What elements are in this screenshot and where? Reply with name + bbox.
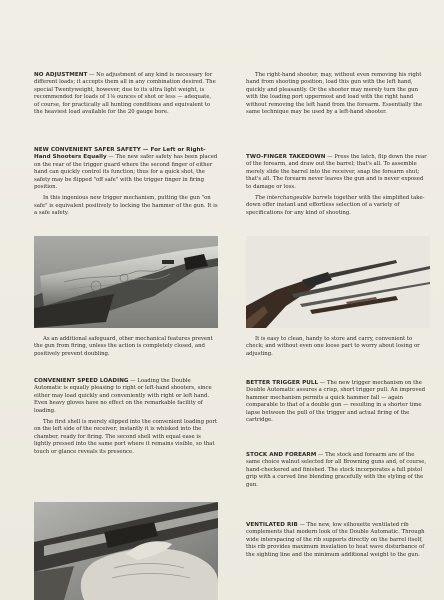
right-hand-shooter-section bbox=[246, 72, 430, 116]
speed-loading-text: — Loading the Double Automatic is equally pleasing to right or left-hand shooters, since either may load quickly and conveniently with right or left hand. Even heavy gloves have no effect on the remarkable facility of loading. bbox=[34, 378, 212, 414]
rib-paragraph bbox=[246, 522, 430, 559]
rib-heading: VENTILATED RIB bbox=[246, 522, 298, 528]
rib-section bbox=[246, 522, 430, 559]
easy-clean-paragraph: It is easy to clean, handy to store and carry, convenient to check; and without even one loose part to worry about losing or adjusting. bbox=[246, 336, 420, 357]
takedown-photo-drawing bbox=[246, 236, 430, 328]
trigger-pull-heading: BETTER TRIGGER PULL bbox=[246, 380, 319, 386]
speed-loading-paragraph bbox=[34, 378, 218, 415]
hand-loading-photo bbox=[34, 502, 218, 600]
stock-text: — The stock and forearm are of the same choice walnut selected for all Browning guns and, of course, hand-checkered and finished. The stock incorporates a full pistol grip with a curved line blending gracefully with the styling of the gun. bbox=[246, 452, 427, 488]
takedown-parts-photo bbox=[246, 236, 430, 328]
right-hand-shooter-paragraph: The right-hand shooter, may, without even removing his right hand from shooting position, load this gun with the left hand, quickly and pleasantly. Or the shooter may merely turn the gun with the loading port uppermost and load with the right hand without removing the left hand from the forearm. Essentially the same technique may be used by a left-hand shooter. bbox=[246, 72, 423, 116]
safeguard-paragraph: As an additional safeguard, other mechanical features prevent the gun from firing, unless the action is completely closed, and positively prevent doubling. bbox=[34, 336, 213, 357]
takedown-text: — Press the latch, flip down the rear of the forearm, and draw out the barrel; that's all. To assemble merely slide the barrel into the receiver, snap the forearm shut; that's all. The forearm never leaves the gun and is never exposed to damage or loss. bbox=[246, 154, 427, 190]
receiver-closeup-photo bbox=[34, 236, 218, 328]
loading-photo-drawing bbox=[34, 502, 218, 600]
rib-text: — The new, low silhouette ventilated rib complements that modern look of the Double Automatic. Through wide interspacing of the rib supports directly on the barrel itself, this rib provides maximum insulation to heat wave disturbance of the sighting line and the minimum additional weight to the gun. bbox=[246, 522, 425, 558]
barrels-paragraph bbox=[246, 195, 430, 217]
takedown-heading: TWO-FINGER TAKEDOWN bbox=[246, 154, 326, 160]
takedown-section bbox=[246, 154, 430, 217]
no-adjustment-heading: NO ADJUSTMENT bbox=[34, 72, 88, 78]
speed-loading-text-2: The first shell is merely slipped into the convenient loading port on the left side of the receiver; instantly it is whisked into the chamber, ready for firing. The second shell with equal ease is lightly pressed into the same port where it remains visible, so that touch or glance reveals its presence. bbox=[34, 419, 218, 455]
receiver-photo-drawing bbox=[34, 236, 218, 328]
no-adjustment-text: — No adjustment of any kind is necessary for different loads; it accepts them all in any combination desired. The special Twentyweight, however, due to its ultra light weight, is recommended for loads of 1⅛ ounces of shot or less — adequate, of course, for practically all hunting conditions and equivalent to the heaviest load available for the 20 gauge bore. bbox=[34, 72, 216, 116]
safer-safety-paragraph bbox=[34, 147, 218, 191]
no-adjustment-section bbox=[34, 72, 218, 116]
barrels-text: together with the simplified take-down offer instant and effortless selection of a variety of specifications for any kind of shooting. bbox=[246, 195, 425, 216]
safeguard-section bbox=[34, 336, 218, 358]
safer-safety-text: — The new safer safety has been placed on the rear of the trigger guard where the second finger of either hand can quickly control its function; thus for a quick shot, the safety may be flipped "off safe" with the trigger finger in firing position. bbox=[34, 154, 218, 191]
barrels-italic: The interchangeable barrels bbox=[255, 195, 333, 202]
trigger-pull-section bbox=[246, 380, 430, 424]
takedown-paragraph bbox=[246, 154, 430, 191]
speed-loading-section bbox=[34, 378, 218, 456]
speed-loading-heading: CONVENIENT SPEED LOADING bbox=[34, 378, 129, 384]
easy-clean-section bbox=[246, 336, 430, 358]
stock-section bbox=[246, 452, 430, 489]
trigger-pull-paragraph bbox=[246, 380, 430, 424]
safer-safety-heading: NEW CONVENIENT SAFER SAFETY — For Left or Right-Hand Shooters Equally bbox=[34, 147, 206, 161]
stock-heading: STOCK AND FOREARM bbox=[246, 452, 317, 458]
safer-safety-section bbox=[34, 147, 218, 218]
safer-safety-text-2: In this ingenious new trigger mechanism, putting the gun "on safe" is equivalent positively to locking the hammer of the gun. It is a safe safety. bbox=[34, 195, 218, 217]
stock-paragraph bbox=[246, 452, 430, 489]
no-adjustment-paragraph bbox=[34, 72, 218, 116]
trigger-pull-text: — The new trigger mechanism on the Double Automatic assures a crisp, short trigger pull. An improved hammer mechanism permits a quick hammer fall — again comparable to that of a double gun — resulting in a shorter time lapse between the pull of the trigger and actual firing of the cartridge. bbox=[246, 380, 426, 424]
